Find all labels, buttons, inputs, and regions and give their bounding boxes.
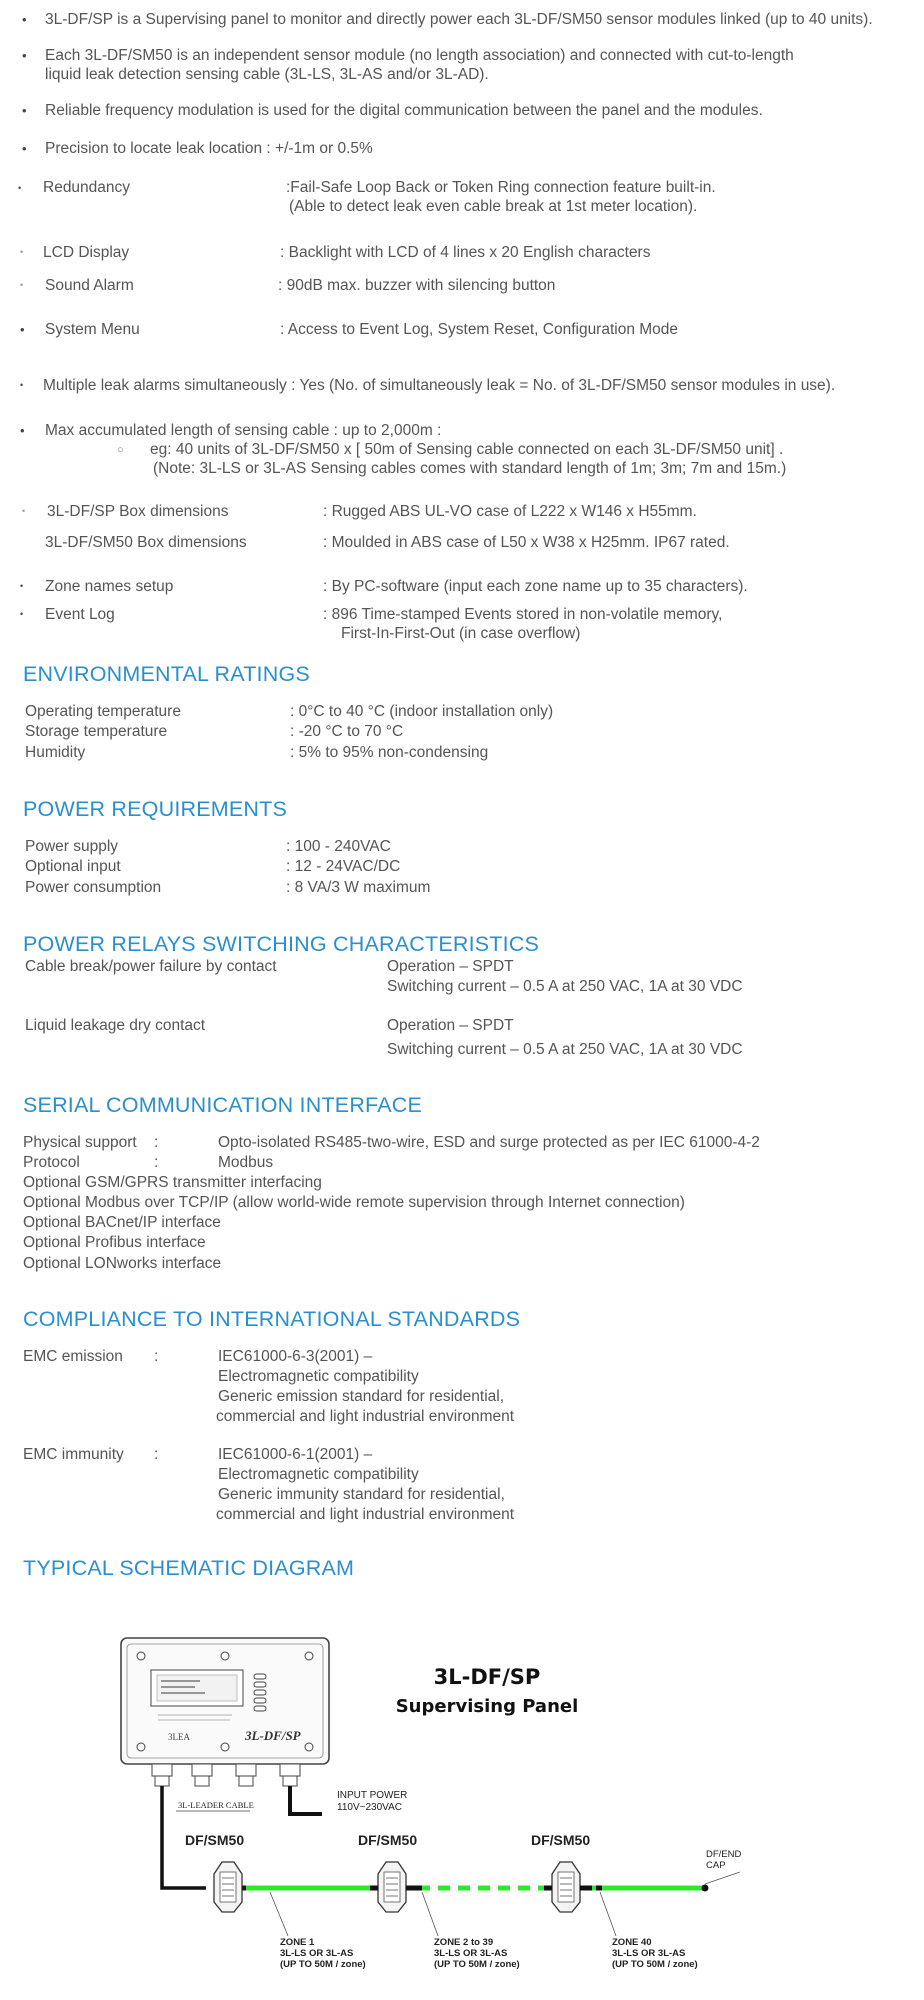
spec-item-precision: Precision to locate leak location : +/-1m or 0.5% bbox=[45, 140, 373, 157]
power-label-supply: Power supply bbox=[25, 838, 119, 855]
relay-operation-liquid-leakage: Operation – SPDT bbox=[387, 1017, 514, 1034]
env-value-operating: : 0°C to 40 °C (indoor installation only) bbox=[290, 703, 554, 720]
end-cap-label-2: CAP bbox=[706, 1860, 726, 1871]
spec-label-event-log: Event Log bbox=[45, 606, 115, 623]
panel-brand-tag: 3LEA bbox=[168, 1732, 190, 1742]
spec-item-multiple-alarms: Multiple leak alarms simultaneously : Yes (No. of simultaneously leak = No. of 3L-DF/SM50 sensor modules in use). bbox=[43, 377, 836, 394]
compliance-immunity-line: Generic immunity standard for residential, bbox=[218, 1486, 505, 1503]
bullet-icon: • bbox=[20, 609, 24, 619]
spec-item-sensor-module: Each 3L-DF/SM50 is an independent sensor module (no length association) and connected with cut-to-length bbox=[45, 47, 794, 64]
spec-label-sp-box: 3L-DF/SP Box dimensions bbox=[47, 503, 229, 520]
supervising-panel-box bbox=[121, 1638, 329, 1764]
spec-value-zone-names: : By PC-software (input each zone name up to 35 characters). bbox=[323, 578, 748, 595]
section-heading-relays: POWER RELAYS SWITCHING CHARACTERISTICS bbox=[23, 932, 540, 956]
bullet-icon: • bbox=[20, 380, 24, 390]
power-label-optional: Optional input bbox=[25, 858, 121, 875]
compliance-label-emission: EMC emission bbox=[23, 1348, 123, 1365]
zone-40-length: (UP TO 50M / zone) bbox=[612, 1959, 698, 1970]
zone-40-cable-type: 3L-LS OR 3L-AS bbox=[612, 1948, 686, 1959]
bullet-icon: • bbox=[22, 506, 26, 516]
zone-40-title: ZONE 40 bbox=[612, 1937, 652, 1948]
serial-option-profibus: Optional Profibus interface bbox=[23, 1234, 206, 1251]
section-heading-environmental: ENVIRONMENTAL RATINGS bbox=[23, 662, 310, 686]
compliance-immunity-line: commercial and light industrial environment bbox=[216, 1506, 515, 1523]
zone-1-title: ZONE 1 bbox=[280, 1937, 315, 1948]
input-power-voltage: 110V~230VAC bbox=[337, 1802, 402, 1813]
spec-value-sm50-box: : Moulded in ABS case of L50 x W38 x H25mm. IP67 rated. bbox=[323, 534, 730, 551]
relay-label-liquid-leakage: Liquid leakage dry contact bbox=[25, 1017, 206, 1034]
schematic-diagram bbox=[0, 1590, 924, 1990]
module-label-2: DF/SM50 bbox=[358, 1832, 418, 1848]
spec-item-max-length-example: eg: 40 units of 3L-DF/SM50 x [ 50m of Sensing cable connected on each 3L-DF/SM50 unit] . bbox=[150, 441, 784, 458]
end-cap-icon bbox=[702, 1885, 709, 1892]
compliance-colon: : bbox=[154, 1348, 159, 1365]
zone-2-39-length: (UP TO 50M / zone) bbox=[434, 1959, 520, 1970]
power-value-consumption: : 8 VA/3 W maximum bbox=[286, 879, 431, 896]
env-label-humidity: Humidity bbox=[25, 744, 86, 761]
spec-label-zone-names: Zone names setup bbox=[45, 578, 174, 595]
bullet-icon: • bbox=[22, 48, 27, 63]
spec-item-sensor-module-cont: liquid leak detection sensing cable (3L-LS, 3L-AS and/or 3L-AD). bbox=[45, 66, 489, 83]
serial-label-physical: Physical support bbox=[23, 1134, 137, 1151]
sensor-module-2 bbox=[378, 1862, 406, 1912]
spec-value-lcd: : Backlight with LCD of 4 lines x 20 English characters bbox=[280, 244, 651, 261]
bullet-icon: • bbox=[18, 183, 22, 193]
spec-value-sound-alarm: : 90dB max. buzzer with silencing button bbox=[278, 277, 556, 294]
compliance-label-immunity: EMC immunity bbox=[23, 1446, 124, 1463]
spec-label-system-menu: System Menu bbox=[45, 321, 140, 338]
compliance-colon: : bbox=[154, 1446, 159, 1463]
relay-switching-liquid-leakage: Switching current – 0.5 A at 250 VAC, 1A at 30 VDC bbox=[387, 1041, 743, 1058]
input-power-label: INPUT POWER bbox=[337, 1790, 408, 1801]
spec-label-redundancy: Redundancy bbox=[43, 179, 131, 196]
spec-label-sm50-box: 3L-DF/SM50 Box dimensions bbox=[45, 534, 247, 551]
serial-label-protocol: Protocol bbox=[23, 1154, 80, 1171]
env-label-operating: Operating temperature bbox=[25, 703, 181, 720]
relay-switching-cable-break: Switching current – 0.5 A at 250 VAC, 1A at 30 VDC bbox=[387, 978, 743, 995]
bullet-icon: • bbox=[22, 141, 27, 156]
end-cap-label: DF/END bbox=[706, 1849, 742, 1860]
bullet-icon: • bbox=[20, 247, 24, 257]
bullet-icon: • bbox=[20, 280, 24, 290]
zone-2-39-title: ZONE 2 to 39 bbox=[434, 1937, 494, 1948]
leader-cable-label: 3L-LEADER CABLE bbox=[178, 1800, 254, 1810]
zone-1-cable-type: 3L-LS OR 3L-AS bbox=[280, 1948, 354, 1959]
section-heading-serial: SERIAL COMMUNICATION INTERFACE bbox=[23, 1093, 423, 1117]
spec-value-system-menu: : Access to Event Log, System Reset, Configuration Mode bbox=[280, 321, 679, 338]
panel-logo: 3L-DF/SP bbox=[245, 1728, 301, 1743]
circle-bullet-icon: ○ bbox=[117, 444, 124, 456]
power-value-optional: : 12 - 24VAC/DC bbox=[286, 858, 401, 875]
cable-glands bbox=[152, 1764, 300, 1786]
bullet-icon: • bbox=[20, 322, 25, 337]
spec-value-event-log-cont: First-In-First-Out (in case overflow) bbox=[341, 625, 581, 642]
env-value-storage: : -20 °C to 70 °C bbox=[290, 723, 404, 740]
compliance-emission-line: Electromagnetic compatibility bbox=[218, 1368, 419, 1385]
spec-value-redundancy: :Fail-Safe Loop Back or Token Ring connection feature built-in. bbox=[286, 179, 716, 196]
schematic-title: 3L-DF/SP bbox=[433, 1665, 541, 1689]
spec-label-sound-alarm: Sound Alarm bbox=[45, 277, 134, 294]
serial-option-modbus-tcp: Optional Modbus over TCP/IP (allow world-wide remote supervision through Internet connection) bbox=[23, 1194, 685, 1211]
serial-value-physical: Opto-isolated RS485-two-wire, ESD and surge protected as per IEC 61000-4-2 bbox=[218, 1134, 760, 1151]
sensor-module-40 bbox=[552, 1862, 580, 1912]
spec-label-lcd: LCD Display bbox=[43, 244, 130, 261]
spec-item-max-length-note: (Note: 3L-LS or 3L-AS Sensing cables comes with standard length of 1m; 3m; 7m and 15m.) bbox=[153, 460, 787, 477]
compliance-emission-line: commercial and light industrial environment bbox=[216, 1408, 515, 1425]
spec-value-redundancy-note: (Able to detect leak even cable break at 1st meter location). bbox=[289, 198, 698, 215]
sensor-module-1 bbox=[214, 1862, 242, 1912]
zone-1-length: (UP TO 50M / zone) bbox=[280, 1959, 366, 1970]
bullet-icon: • bbox=[20, 423, 25, 438]
zone-2-39-cable-type: 3L-LS OR 3L-AS bbox=[434, 1948, 508, 1959]
serial-option-lonworks: Optional LONworks interface bbox=[23, 1255, 222, 1272]
power-label-consumption: Power consumption bbox=[25, 879, 162, 896]
input-power-cable bbox=[290, 1786, 322, 1814]
spec-item-frequency: Reliable frequency modulation is used for the digital communication between the panel and the modules. bbox=[45, 102, 763, 119]
serial-colon: : bbox=[154, 1134, 159, 1151]
spec-value-sp-box: : Rugged ABS UL-VO case of L222 x W146 x H55mm. bbox=[323, 503, 697, 520]
section-heading-schematic: TYPICAL SCHEMATIC DIAGRAM bbox=[23, 1556, 355, 1580]
module-label-1: DF/SM50 bbox=[185, 1832, 245, 1848]
serial-value-protocol: Modbus bbox=[218, 1154, 274, 1171]
env-label-storage: Storage temperature bbox=[25, 723, 168, 740]
compliance-emission-line: Generic emission standard for residential, bbox=[218, 1388, 505, 1405]
section-heading-compliance: COMPLIANCE TO INTERNATIONAL STANDARDS bbox=[23, 1307, 521, 1331]
spec-item-supervising-panel: 3L-DF/SP is a Supervising panel to monitor and directly power each 3L-DF/SM50 sensor modules linked (up to 40 units). bbox=[45, 11, 873, 28]
bullet-icon: • bbox=[22, 12, 27, 27]
module-label-40: DF/SM50 bbox=[531, 1832, 591, 1848]
compliance-immunity-line: IEC61000-6-1(2001) – bbox=[218, 1446, 373, 1463]
serial-option-bacnet: Optional BACnet/IP interface bbox=[23, 1214, 221, 1231]
relay-operation-cable-break: Operation – SPDT bbox=[387, 958, 514, 975]
bullet-icon: • bbox=[20, 581, 24, 591]
spec-value-event-log: : 896 Time-stamped Events stored in non-volatile memory, bbox=[323, 606, 723, 623]
section-heading-power: POWER REQUIREMENTS bbox=[23, 797, 288, 821]
schematic-subtitle: Supervising Panel bbox=[395, 1696, 579, 1717]
compliance-immunity-line: Electromagnetic compatibility bbox=[218, 1466, 419, 1483]
power-value-supply: : 100 - 240VAC bbox=[286, 838, 391, 855]
compliance-emission-line: IEC61000-6-3(2001) – bbox=[218, 1348, 373, 1365]
bullet-icon: • bbox=[22, 103, 27, 118]
spec-item-max-length: Max accumulated length of sensing cable : up to 2,000m : bbox=[45, 422, 442, 439]
serial-colon: : bbox=[154, 1154, 159, 1171]
serial-option-gsm: Optional GSM/GPRS transmitter interfacing bbox=[23, 1174, 322, 1191]
env-value-humidity: : 5% to 95% non-condensing bbox=[290, 744, 489, 761]
relay-label-cable-break: Cable break/power failure by contact bbox=[25, 958, 277, 975]
